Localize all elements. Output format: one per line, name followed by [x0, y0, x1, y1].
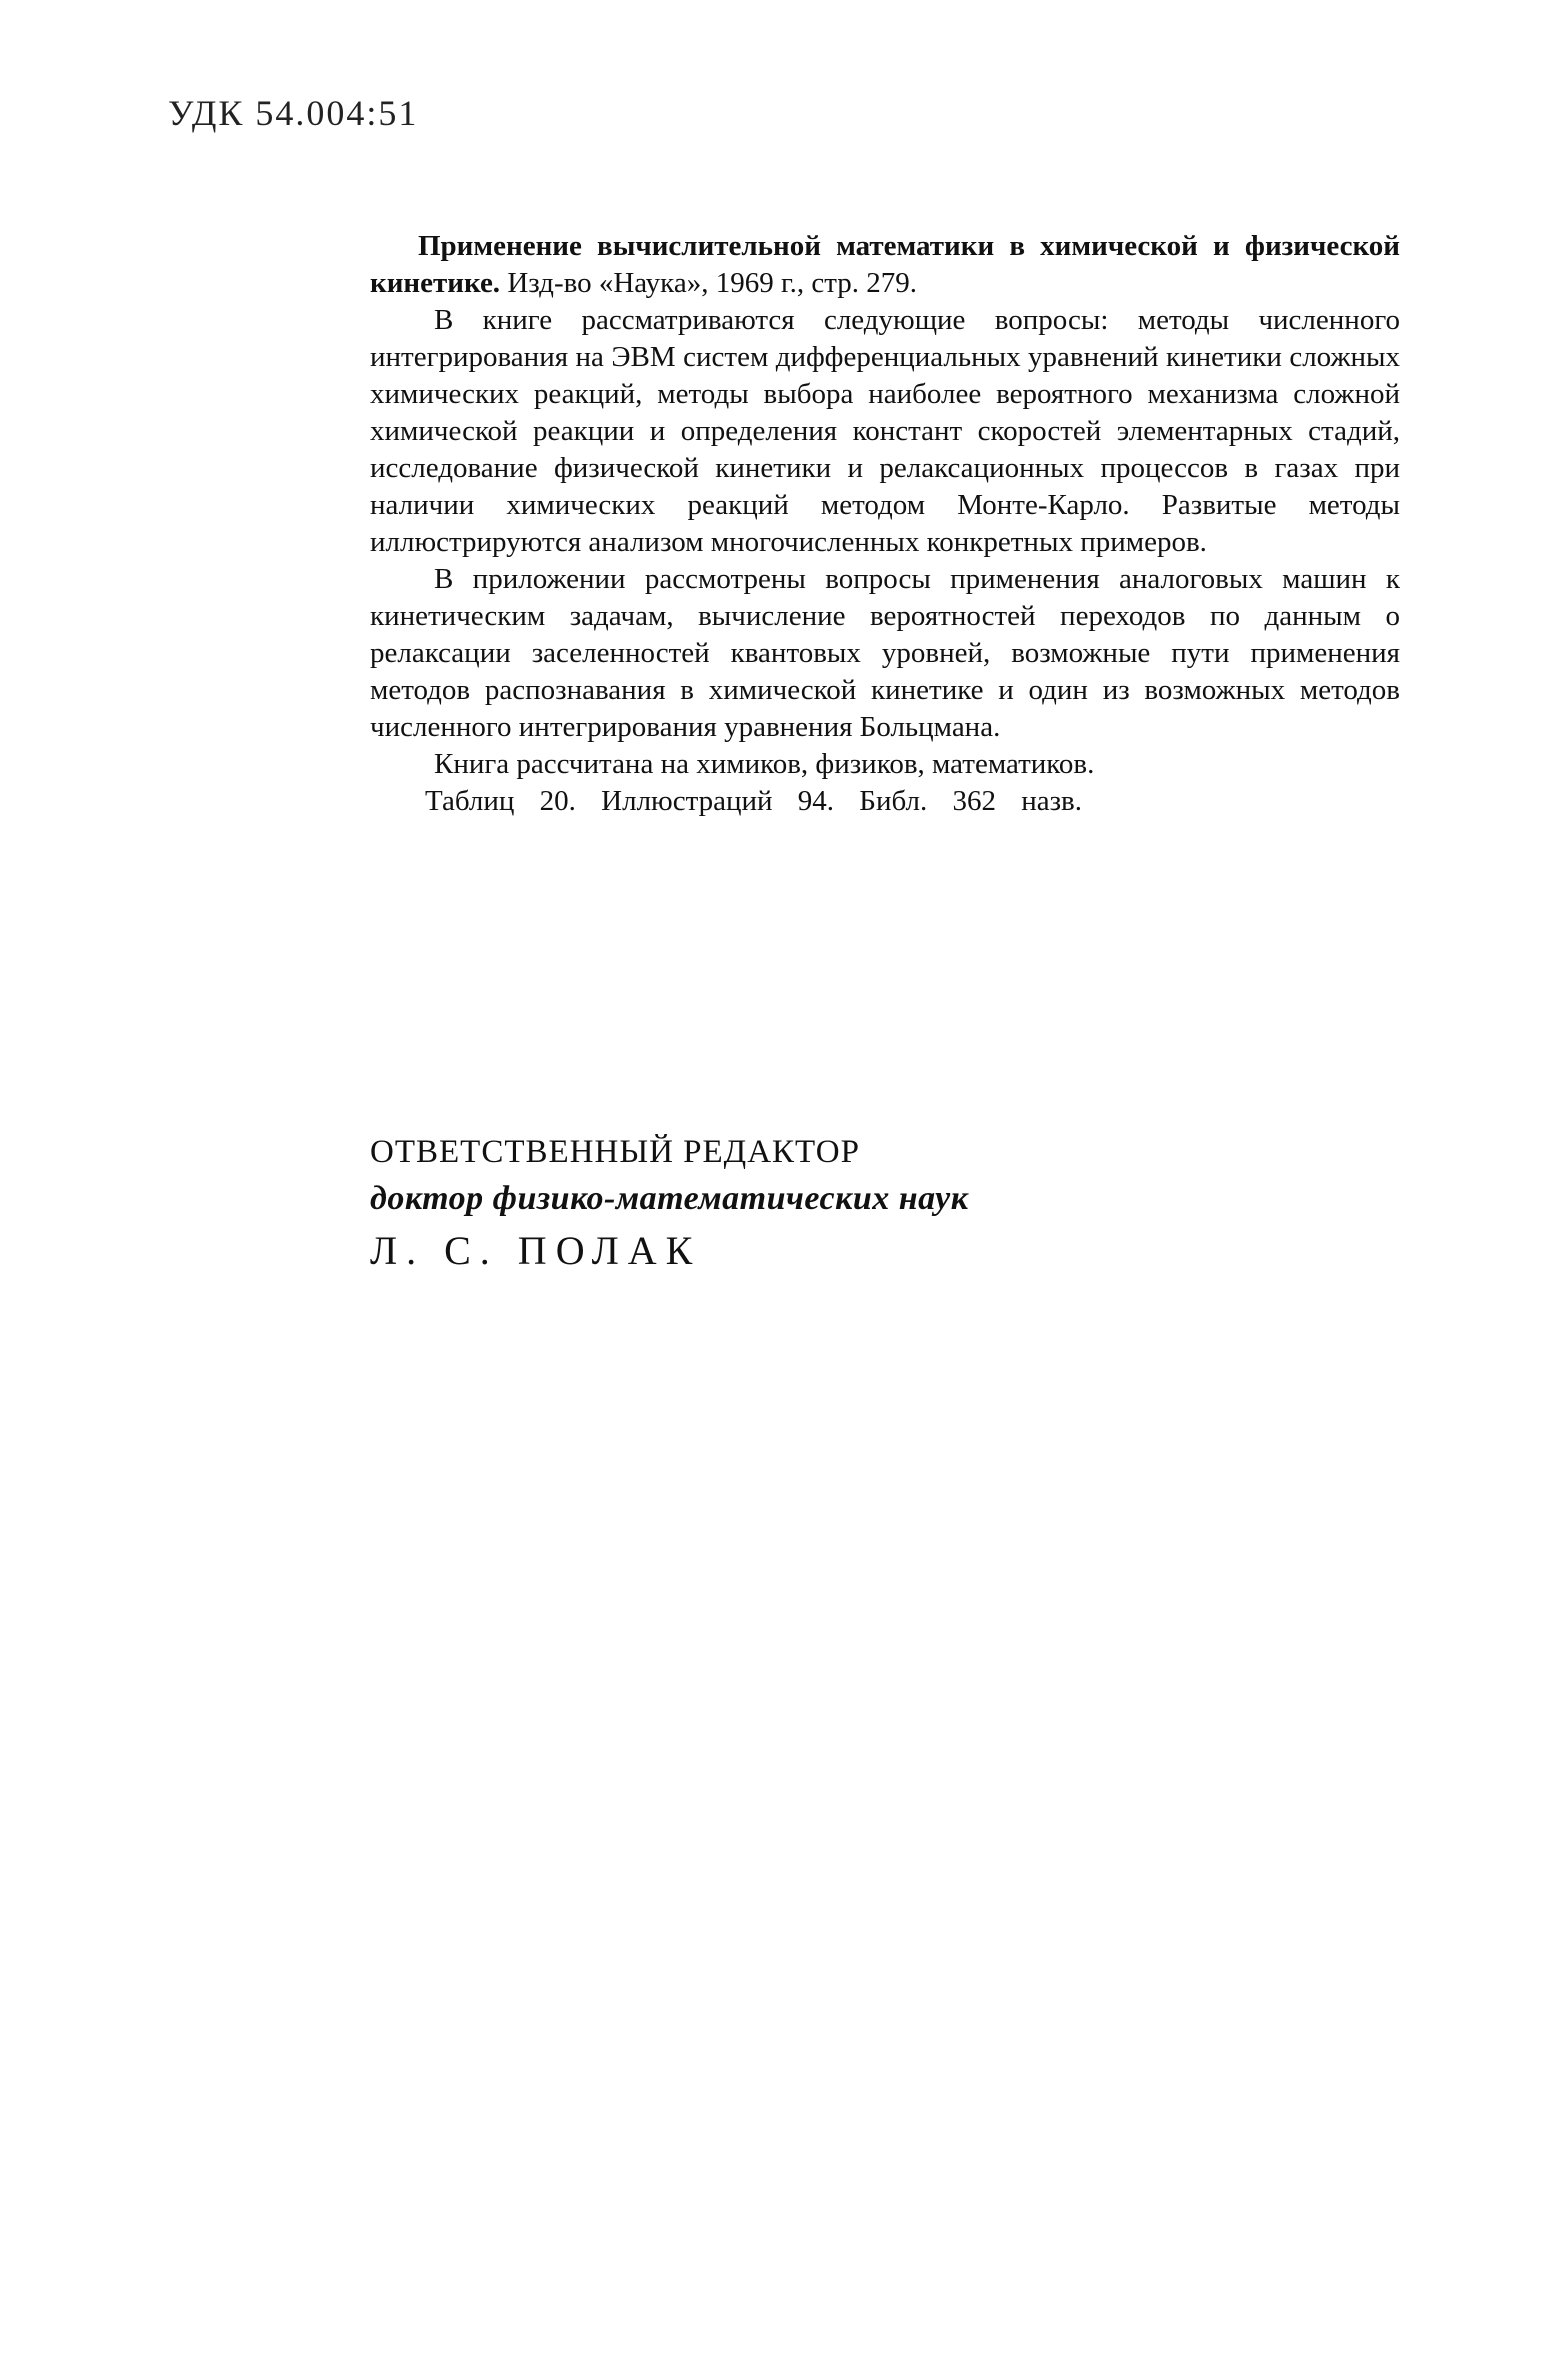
editor-degree: доктор физико-математических наук: [370, 1180, 969, 1217]
editor-role: ОТВЕТСТВЕННЫЙ РЕДАКТОР: [370, 1134, 860, 1170]
bibliographic-entry: [370, 228, 1400, 302]
abstract-paragraph-2: В приложении рассмотрены вопросы применения аналоговых машин к кинетическим задачам, вычисление вероятностей переходов по данным о релаксации заселенностей квантовых уровней, возможные пути применения методов распознавания в химической кинетике и один из возможных методов численного интегрирования уравнения Больцмана.: [370, 563, 1400, 743]
abstract-paragraph-3: Книга рассчитана на химиков, физиков, математиков.: [434, 748, 1095, 780]
publisher-info: Изд-во «Наука», 1969 г., стр. 279.: [500, 267, 917, 299]
book-stats: Таблиц 20. Иллюстраций 94. Библ. 362 назв.: [425, 785, 1083, 817]
udk-code: УДК 54.004:51: [168, 93, 419, 133]
abstract-block: [370, 228, 1400, 820]
abstract-paragraph-1: В книге рассматриваются следующие вопросы: методы численного интегрирования на ЭВМ систем дифференциальных уравнений кинетики сложных химических реакций, методы выбора наиболее вероятного механизма сложной химической реакции и определения констант скоростей элементарных стадий, исследование физической кинетики и релаксационных процессов в газах при наличии химических реакций методом Монте-Карло. Развитые методы иллюстрируются анализом многочисленных конкретных примеров.: [370, 304, 1400, 558]
editor-block: [370, 1130, 1400, 1278]
book-title: Применение вычислительной математики в химической и физической кинетике.: [370, 230, 1400, 299]
editor-name: Л. С. ПОЛАК: [370, 1228, 702, 1273]
